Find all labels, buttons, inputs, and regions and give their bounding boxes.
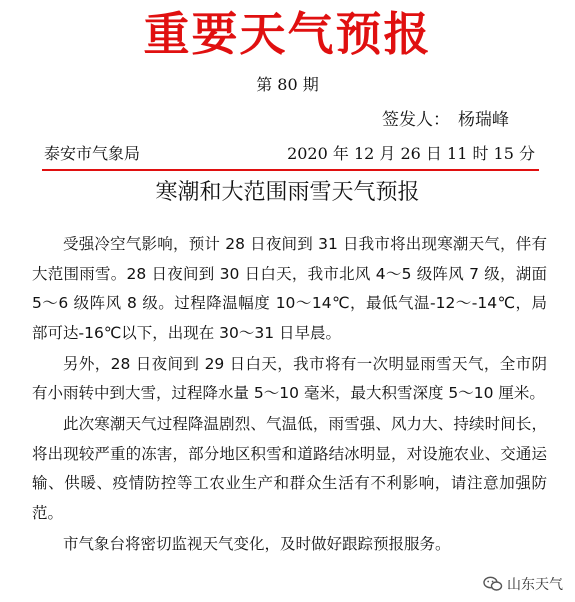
wechat-icon [483,576,503,592]
watermark-text: 山东天气 [507,577,563,593]
signer-label: 签发人： [382,110,450,130]
paragraph: 受强冷空气影响，预计 28 日夜间到 31 日我市将出现寒潮天气，伴有大范围雨雪。28 日夜间到 30 日白天，我市北风 4～5 级阵风 7 级，湖面 5～6 级阵风 8 级。过程降温幅度 10～14℃，最低气温-12～-14℃，局部可达-16℃以下，出现在 30～31 日早晨。 [32,235,547,342]
issuer-row [44,142,535,166]
forecast-headline: 寒潮和大范围雨雪天气预报 [155,180,420,205]
document-title: 重要天气预报 [143,7,432,61]
paragraph: 市气象台将密切监视天气变化，及时做好跟踪预报服务。 [63,534,451,553]
issued-time: 2020 年 12 月 26 日 11 时 15 分 [287,144,535,163]
issue-number: 第 80 期 [256,75,319,94]
forecast-body [32,230,547,561]
organization: 泰安市气象局 [44,144,141,163]
red-divider [42,169,539,171]
paragraph: 另外，28 日夜间到 29 日白天，我市将有一次明显雨雪天气，全市阴有小雨转中到大雪，过程降水量 5～10 毫米，最大积雪深度 5～10 厘米。 [32,354,547,402]
signer [382,108,509,132]
signer-name: 杨瑞峰 [458,110,509,130]
paragraph: 此次寒潮天气过程降温剧烈、气温低，雨雪强、风力大、持续时间长，将出现较严重的冻害，部分地区积雪和道路结冰明显，对设施农业、交通运输、供暖、疫情防控等工农业生产和群众生活有不利影响，请注意加强防范。 [32,415,547,522]
watermark [479,572,567,596]
